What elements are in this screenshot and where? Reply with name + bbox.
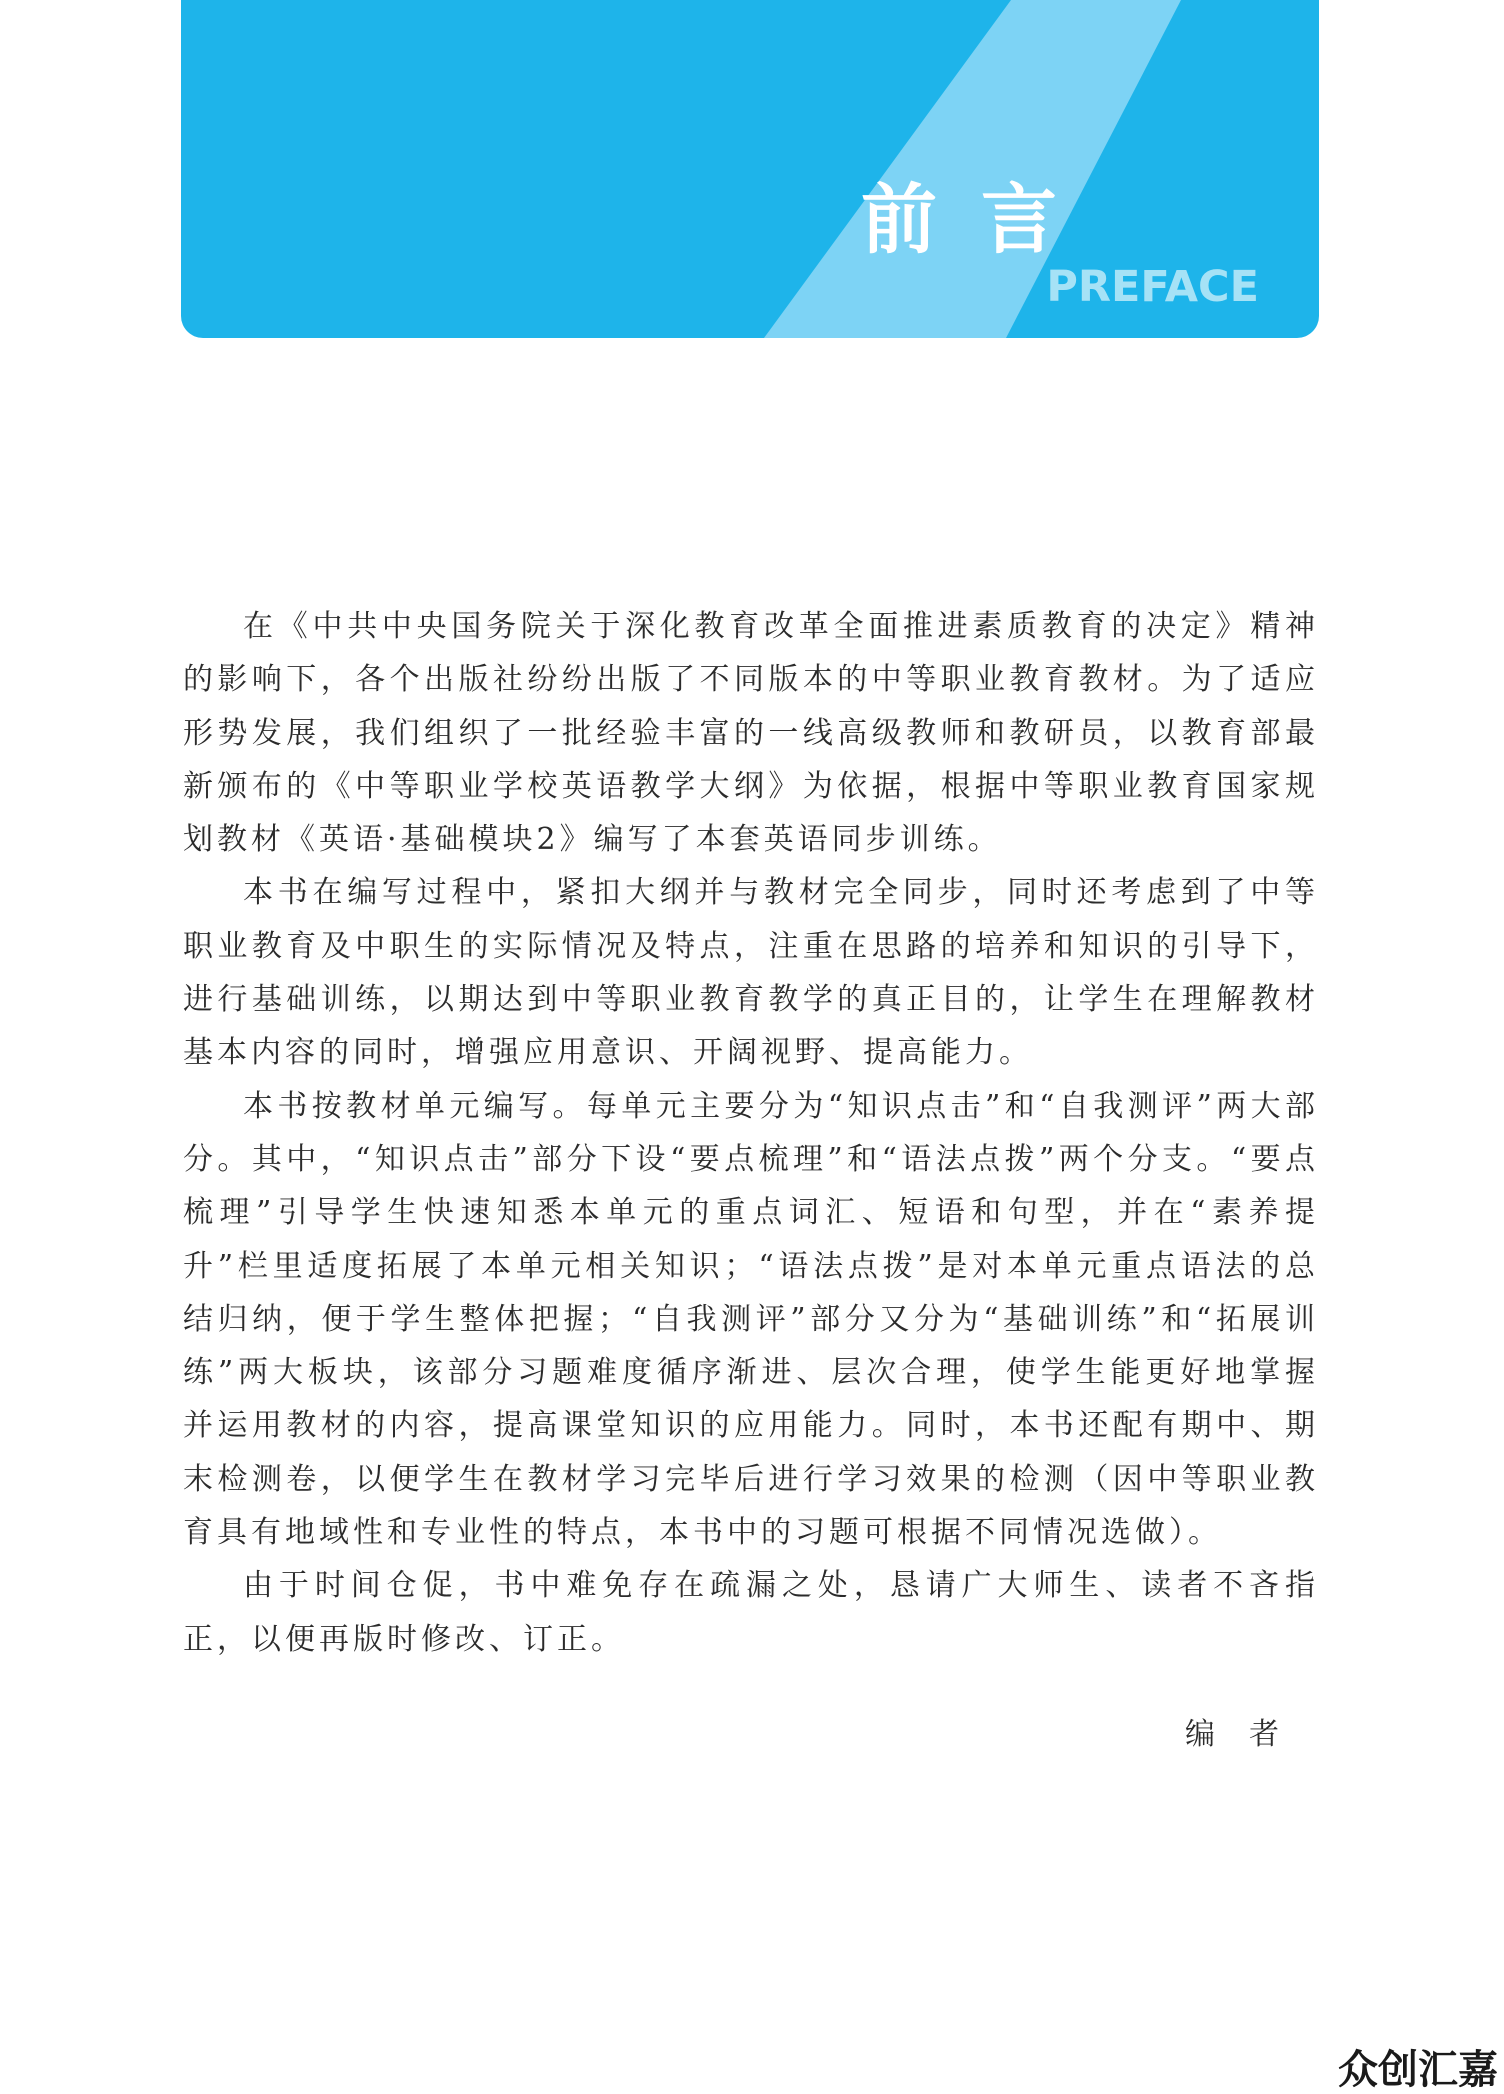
paragraph: 本书按教材单元编写。每单元主要分为“知识点击”和“自我测评”两大部分。其中，“知识点击”部分下设“要点梳理”和“语法点拨”两个分支。“要点梳理”引导学生快速知悉本单元的重点词汇、短语和句型，并在“素养提升”栏里适度拓展了本单元相关知识；“语法点拨”是对本单元重点语法的总结归纳，便于学生整体把握；“自我测评”部分又分为“基础训练”和“拓展训练”两大板块，该部分习题难度循序渐进、层次合理，使学生能更好地掌握并运用教材的内容，提高课堂知识的应用能力。同时，本书还配有期中、期末检测卷，以便学生在教材学习完毕后进行学习效果的检测（因中等职业教育具有地域性和专业性的特点，本书中的习题可根据不同情况选做）。 <box>183 1088 1319 1551</box>
page-subtitle: PREFACE <box>1046 262 1259 312</box>
paragraph: 在《中共中央国务院关于深化教育改革全面推进素质教育的决定》精神的影响下，各个出版社纷纷出版了不同版本的中等职业教育教材。为了适应形势发展，我们组织了一批经验丰富的一线高级教师和教研员，以教育部最新颁布的《中等职业学校英语教学大纲》为依据，根据中等职业教育国家规划教材《英语·基础模块2》编写了本套英语同步训练。 <box>183 609 1319 858</box>
watermark-logo: 众创汇嘉 <box>1338 2047 1498 2093</box>
preface-banner <box>181 0 1319 338</box>
page-title: 前言 <box>861 175 1101 264</box>
author-signature: 编者 <box>1185 1717 1313 1752</box>
paragraph: 本书在编写过程中，紧扣大纲并与教材完全同步，同时还考虑到了中等职业教育及中职生的实际情况及特点，注重在思路的培养和知识的引导下，进行基础训练，以期达到中等职业教育教学的真正目的，让学生在理解教材基本内容的同时，增强应用意识、开阔视野、提高能力。 <box>183 875 1319 1071</box>
paragraph: 由于时间仓促，书中难免存在疏漏之处，恳请广大师生、读者不吝指正，以便再版时修改、订正。 <box>183 1568 1319 1657</box>
preface-body <box>183 600 1319 1666</box>
